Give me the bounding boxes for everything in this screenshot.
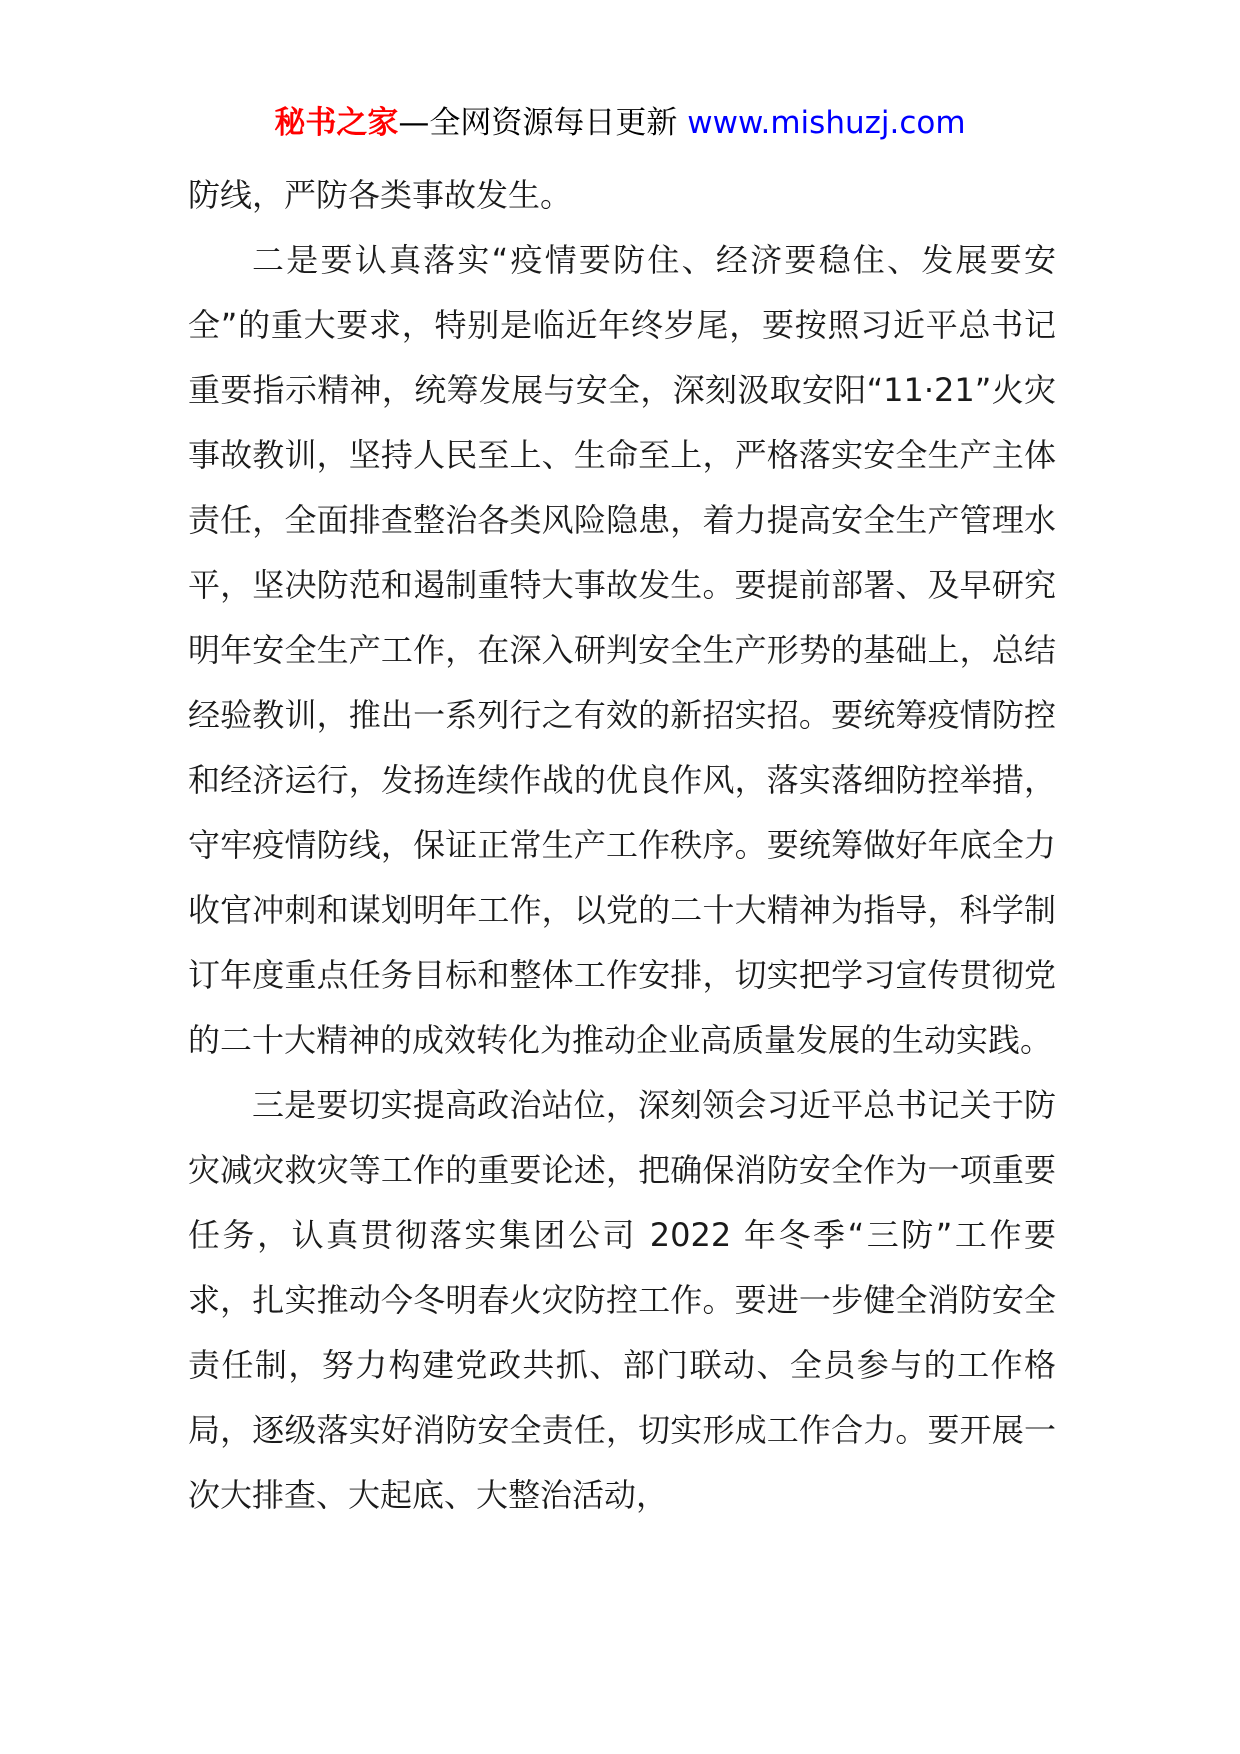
page-header [0, 101, 1240, 145]
paragraph-point-two: 二是要认真落实“疫情要防住、经济要稳住、发展要安全”的重大要求，特别是临近年终岁尾，要按照习近平总书记重要指示精神，统筹发展与安全，深刻汲取安阳“11·21”火灾事故教训，坚持人民至上、生命至上，严格落实安全生产主体责任，全面排查整治各类风险隐患，着力提高安全生产管理水平，坚决防范和遏制重特大事故发生。要提前部署、及早研究明年安全生产工作，在深入研判安全生产形势的基础上，总结经验教训，推出一系列行之有效的新招实招。要统筹疫情防控和经济运行，发扬连续作战的优良作风，落实落细防控举措，守牢疫情防线，保证正常生产工作秩序。要统筹做好年底全力收官冲刺和谋划明年工作，以党的二十大精神为指导，科学制订年度重点任务目标和整体工作安排，切实把学习宣传贯彻党的二十大精神的成效转化为推动企业高质量发展的生动实践。 [188, 241, 1056, 1059]
paragraph-continuation: 防线，严防各类事故发生。 [188, 176, 573, 214]
site-brand: 秘书之家 [274, 105, 399, 141]
site-slogan: —全网资源每日更新 [398, 105, 688, 141]
site-url: www.mishuzj.com [687, 105, 966, 141]
document-body [188, 163, 1056, 1528]
paragraph-point-three: 三是要切实提高政治站位，深刻领会习近平总书记关于防灾减灾救灾等工作的重要论述，把确保消防安全作为一项重要任务，认真贯彻落实集团公司 2022 年冬季“三防”工作要求，扎实推动今冬明春火灾防控工作。要进一步健全消防安全责任制，努力构建党政共抓、部门联动、全员参与的工作格局，逐级落实好消防安全责任，切实形成工作合力。要开展一次大排查、大起底、大整治活动， [188, 1086, 1056, 1514]
